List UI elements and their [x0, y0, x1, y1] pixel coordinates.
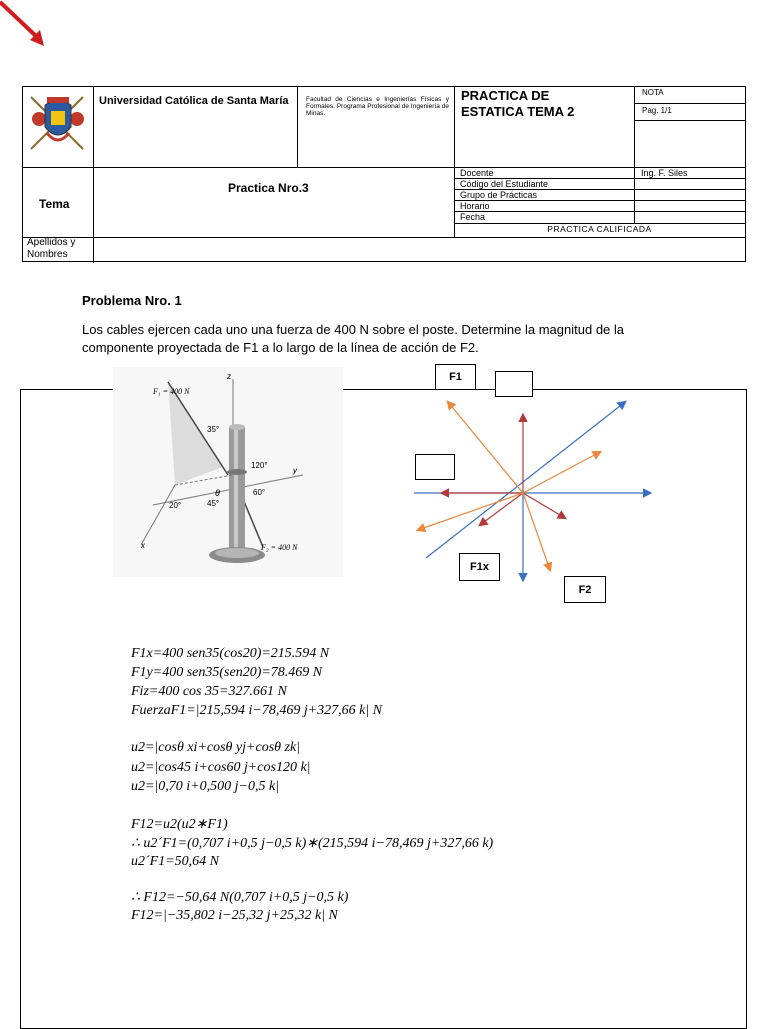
- problem-statement: Los cables ejercen cada uno una fuerza de 400 N sobre el poste. Determine la magnitud de la componente proyectada de F1 a lo largo de la línea de acción de F2.: [82, 322, 625, 355]
- box-empty-left: [415, 454, 455, 480]
- equation-line: F1y=400 sen35(sen20)=78.469 N: [131, 665, 323, 680]
- box-f2: F2: [564, 576, 606, 603]
- equation-line: u2=|cos45 i+cos60 j+cos120 k|: [131, 760, 311, 775]
- nota-label: NOTA: [642, 88, 664, 97]
- axis-z-label: z: [227, 372, 231, 381]
- problem-title: Problema Nro. 1: [82, 293, 182, 308]
- box-f1: F1: [435, 364, 476, 390]
- theta-label: θ: [215, 488, 220, 498]
- codigo-label: Código del Estudiante: [460, 179, 549, 189]
- equation-line: Fiz=400 cos 35=327.661 N: [131, 684, 287, 699]
- f1-label: F₁ = 400 N: [153, 387, 190, 396]
- angle-45-label: 45°: [207, 499, 220, 508]
- practice-title: PRACTICA DE ESTATICA TEMA 2: [461, 88, 575, 119]
- equation-line: FuerzaF1=|215,594 i−78,469 j+327,66 k| N: [131, 703, 383, 718]
- angle-60-label: 60°: [253, 488, 266, 497]
- equation-line: ∴ F12=−50,64 N(0,707 i+0,5 j−0,5 k): [131, 890, 349, 905]
- tema-label: Tema: [39, 197, 70, 211]
- equation-line: F1x=400 sen35(cos20)=215.594 N: [131, 646, 330, 661]
- equation-line: u2´F1=50,64 N: [131, 854, 219, 869]
- axis-x-label: x: [141, 541, 145, 550]
- university-logo: [27, 93, 89, 153]
- equation-line: u2=|0,70 i+0,500 j−0,5 k|: [131, 779, 280, 794]
- equation-line: u2=|cosθ xi+cosθ yj+cosθ zk|: [131, 740, 301, 755]
- faculty-name: Facultad de Ciencias e Ingenierías Físicas y Formales. Programa Profesional de Ingeniería de Minas.: [306, 96, 449, 117]
- pole-figure: [113, 367, 343, 577]
- red-arrow-icon: [0, 0, 60, 60]
- practice-number: Practica Nro.3: [228, 181, 309, 195]
- angle-35-label: 35°: [207, 425, 220, 434]
- fecha-label: Fecha: [460, 212, 486, 222]
- angle-20-label: 20°: [169, 501, 182, 510]
- grupo-label: Grupo de Prácticas: [460, 190, 538, 200]
- box-empty-top: [495, 371, 533, 397]
- university-name: Universidad Católica de Santa María: [99, 95, 289, 107]
- docente-label: Docente: [460, 168, 494, 178]
- box-f1x: F1x: [459, 553, 500, 581]
- page-label: Pag. 1/1: [642, 106, 672, 115]
- docente-value: Ing. F. Siles: [641, 168, 688, 178]
- angle-120-label: 120°: [251, 461, 268, 470]
- vector-sketch: [400, 390, 660, 590]
- apellidos-label: Apellidos y Nombres: [27, 237, 76, 260]
- f2-label: F₂ = 400 N: [261, 543, 298, 552]
- axis-y-label: y: [293, 466, 297, 475]
- horario-label: Horario: [460, 201, 490, 211]
- header-table: [22, 86, 746, 262]
- equation-line: ∴ u2´F1=(0,707 i+0,5 j−0,5 k)∗(215,594 i−78,469 j+327,66 k): [131, 836, 494, 851]
- calificada-label: PRACTICA CALIFICADA: [547, 224, 652, 234]
- equation-line: F12=u2(u2∗F1): [131, 817, 228, 832]
- equation-line: F12=|−35,802 i−25,32 j+25,32 k| N: [131, 908, 338, 923]
